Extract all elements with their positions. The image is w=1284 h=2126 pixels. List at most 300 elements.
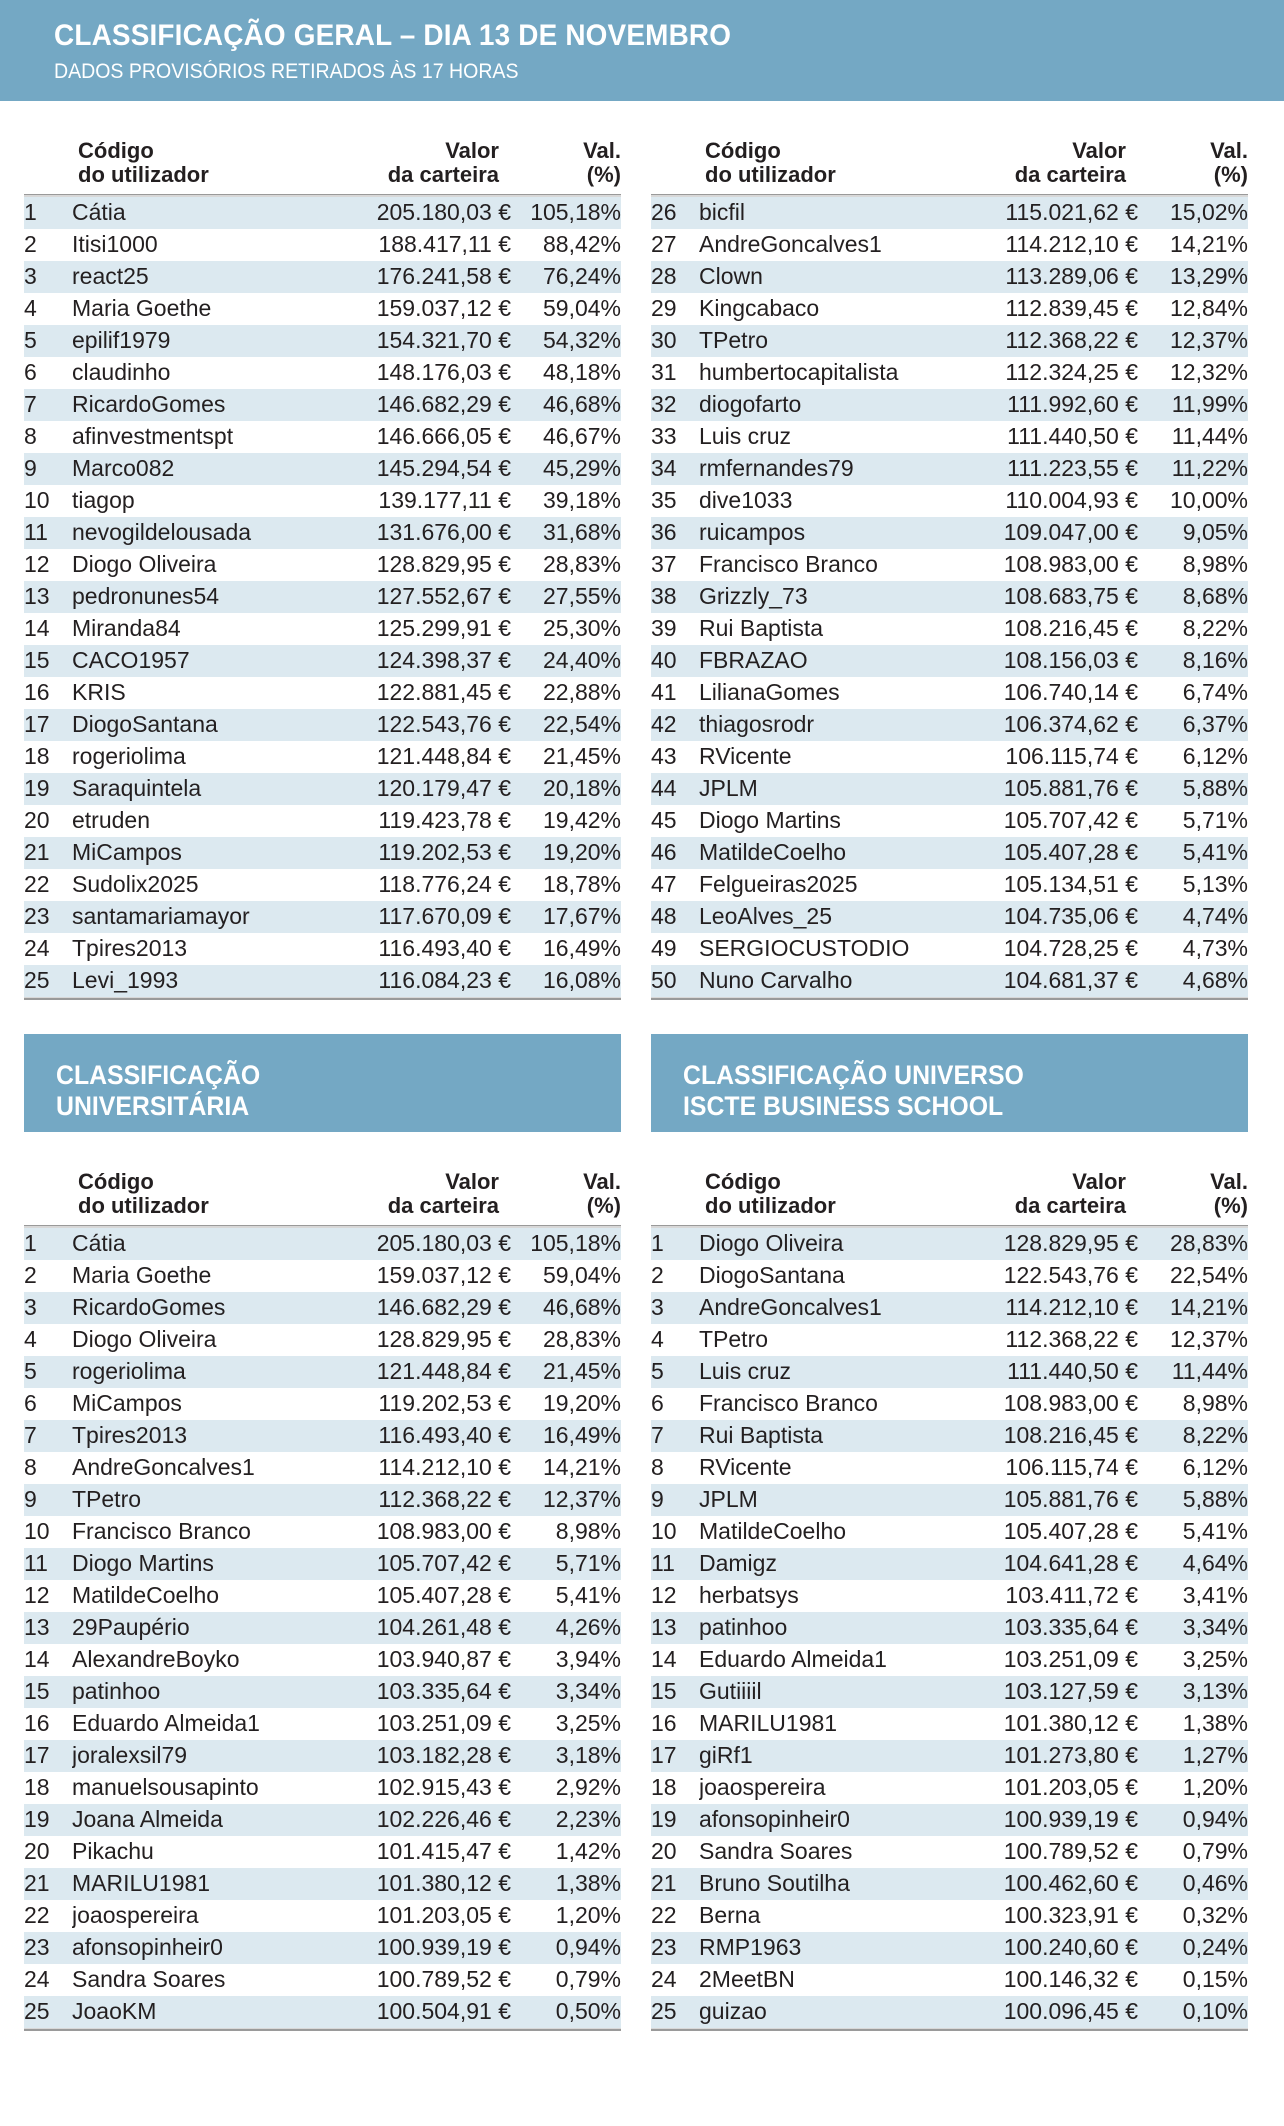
cell-position: 9 (651, 1484, 699, 1516)
cell-percent: 8,98% (1182, 1390, 1248, 1417)
cell-percent: 28,83% (1138, 1228, 1248, 1260)
cell-position: 6 (24, 1390, 37, 1417)
cell-percent: 9,05% (1138, 517, 1248, 549)
cell-portfolio-value: 104.735,06 € (956, 901, 1138, 933)
iscte-block (651, 1132, 1248, 2031)
cell-username: Miranda84 (72, 614, 181, 641)
cell-username: Eduardo Almeida1 (699, 1646, 887, 1673)
cell-position: 40 (651, 645, 699, 677)
col-header-user (72, 1170, 329, 1225)
cell-username: Luis cruz (699, 1356, 956, 1388)
cell-position: 16 (24, 678, 50, 705)
general-ranking-left-table (24, 139, 621, 1000)
cell-percent: 31,68% (511, 517, 621, 549)
cell-percent: 46,67% (542, 422, 621, 449)
cell-portfolio-value: 112.839,45 € (1005, 294, 1138, 321)
table-row (24, 293, 621, 325)
cell-position: 44 (651, 773, 699, 805)
table-row (651, 517, 1248, 549)
cell-percent: 21,45% (511, 1356, 621, 1388)
cell-portfolio-value: 103.127,59 € (956, 1676, 1138, 1708)
cell-percent: 8,68% (1138, 581, 1248, 613)
cell-portfolio-value: 100.939,19 € (956, 1804, 1138, 1836)
cell-portfolio-value: 128.829,95 € (376, 550, 511, 577)
table-row (651, 1388, 1248, 1420)
table-row (651, 1900, 1248, 1932)
cell-portfolio-value: 101.380,12 € (1003, 1710, 1138, 1737)
cell-position: 11 (24, 1548, 72, 1580)
cell-position: 16 (24, 1710, 50, 1737)
col-header-percent-line1: Val. (1210, 1168, 1248, 1194)
cell-position: 12 (24, 550, 50, 577)
cell-percent: 0,94% (511, 1932, 621, 1964)
table-row (651, 549, 1248, 581)
cell-position: 43 (651, 742, 677, 769)
cell-position: 15 (24, 645, 72, 677)
cell-percent: 3,34% (1138, 1612, 1248, 1644)
cell-username: herbatsys (699, 1582, 799, 1609)
cell-username: Diogo Oliveira (72, 1326, 217, 1353)
cell-position: 1 (24, 197, 72, 229)
table-row (651, 1548, 1248, 1580)
cell-portfolio-value: 103.251,09 € (1003, 1646, 1138, 1673)
cell-position: 8 (24, 1454, 37, 1481)
table-row (651, 1612, 1248, 1644)
cell-username: Rui Baptista (699, 1420, 956, 1452)
cell-username: thiagosrodr (699, 709, 956, 741)
table-row (651, 1292, 1248, 1324)
cell-position: 17 (24, 1740, 72, 1772)
cell-portfolio-value: 205.180,03 € (329, 197, 511, 229)
cell-username: Francisco Branco (72, 1518, 251, 1545)
table-row (651, 421, 1248, 453)
cell-percent: 0,46% (1138, 1868, 1248, 1900)
cell-percent: 14,21% (1169, 230, 1248, 257)
cell-position: 18 (24, 1774, 50, 1801)
cell-portfolio-value: 148.176,03 € (376, 358, 511, 385)
header-row (651, 139, 1248, 194)
cell-position: 3 (24, 1292, 72, 1324)
cell-username: AndreGoncalves1 (699, 230, 882, 257)
cell-percent: 5,88% (1138, 773, 1248, 805)
cell-username: rogeriolima (72, 1356, 329, 1388)
table-bottom-rule (24, 2028, 621, 2031)
cell-position: 2 (24, 1262, 37, 1289)
cell-username: RMP1963 (699, 1932, 956, 1964)
col-header-user-line2: do utilizador (78, 162, 209, 188)
cell-percent: 0,15% (1182, 1966, 1248, 1993)
table-row (24, 1676, 621, 1708)
cell-position: 4 (24, 294, 37, 321)
cell-position: 3 (24, 261, 72, 293)
cell-position: 22 (24, 870, 50, 897)
cell-percent: 28,83% (542, 550, 621, 577)
cell-username: Sandra Soares (72, 1966, 226, 1993)
cell-percent: 5,41% (1138, 837, 1248, 869)
cell-percent: 8,22% (1182, 614, 1248, 641)
cell-username: Pikachu (72, 1838, 154, 1865)
cell-percent: 0,32% (1182, 1902, 1248, 1929)
table-row (651, 1260, 1248, 1292)
table-row (24, 261, 621, 293)
cell-username: Sudolix2025 (72, 870, 199, 897)
cell-percent: 59,04% (542, 294, 621, 321)
cell-username: Grizzly_73 (699, 581, 956, 613)
cell-position: 2 (651, 1262, 664, 1289)
cell-username: Marco082 (72, 453, 329, 485)
cell-position: 37 (651, 550, 677, 577)
table-row (24, 357, 621, 389)
cell-percent: 19,42% (542, 806, 621, 833)
table-header (651, 139, 1248, 194)
cell-username: Maria Goethe (72, 1262, 212, 1289)
cell-portfolio-value: 100.789,52 € (1003, 1838, 1138, 1865)
col-header-value-line1: Valor (445, 137, 499, 163)
cell-percent: 2,92% (555, 1774, 621, 1801)
cell-position: 25 (24, 965, 72, 997)
cell-username: Joana Almeida (72, 1804, 329, 1836)
cell-portfolio-value: 122.881,45 € (376, 678, 511, 705)
cell-position: 4 (651, 1326, 664, 1353)
cell-percent: 11,22% (1138, 453, 1248, 485)
cell-username: Eduardo Almeida1 (72, 1710, 260, 1737)
cell-percent: 1,20% (555, 1902, 621, 1929)
cell-username: Francisco Branco (699, 1390, 878, 1417)
cell-percent: 12,32% (1169, 358, 1248, 385)
col-header-value (956, 139, 1138, 194)
table-row (24, 1836, 621, 1868)
table-row (24, 1452, 621, 1484)
col-header-value (329, 1170, 511, 1225)
spacer (651, 101, 1248, 139)
cell-portfolio-value: 101.380,12 € (329, 1868, 511, 1900)
col-header-user-line1: Código (78, 1168, 154, 1194)
cell-position: 17 (24, 709, 72, 741)
cell-portfolio-value: 105.707,42 € (329, 1548, 511, 1580)
table-row (651, 773, 1248, 805)
cell-percent: 0,24% (1138, 1932, 1248, 1964)
cell-percent: 19,20% (542, 1390, 621, 1417)
cell-username: dive1033 (699, 486, 793, 513)
table-row (651, 1676, 1248, 1708)
cell-portfolio-value: 100.240,60 € (956, 1932, 1138, 1964)
table-body (651, 1225, 1248, 2031)
cell-username: TPetro (699, 325, 956, 357)
col-header-percent (511, 1170, 621, 1225)
col-header-percent-line1: Val. (583, 1168, 621, 1194)
table-body (651, 194, 1248, 1000)
cell-portfolio-value: 119.202,53 € (378, 1390, 511, 1417)
cell-position: 11 (24, 517, 72, 549)
cell-portfolio-value: 101.415,47 € (376, 1838, 511, 1865)
cell-username: patinhoo (72, 1676, 329, 1708)
cell-percent: 48,18% (542, 358, 621, 385)
page-title: CLASSIFICAÇÃO GERAL – DIA 13 DE NOVEMBRO (54, 19, 732, 52)
iscte-title-line2: ISCTE BUSINESS SCHOOL (683, 1090, 1004, 1121)
table-row (24, 1260, 621, 1292)
cell-portfolio-value: 105.707,42 € (1003, 806, 1138, 833)
cell-username: guizao (699, 1996, 956, 2028)
col-header-value-line2: da carteira (387, 162, 499, 188)
cell-position: 26 (651, 197, 699, 229)
cell-percent: 11,99% (1138, 389, 1248, 421)
cell-portfolio-value: 101.273,80 € (956, 1740, 1138, 1772)
table-row (651, 1708, 1248, 1740)
cell-portfolio-value: 105.407,28 € (376, 1582, 511, 1609)
cell-portfolio-value: 111.440,50 € (1007, 422, 1138, 449)
cell-percent: 8,98% (555, 1518, 621, 1545)
table-row (24, 485, 621, 517)
cell-position: 21 (24, 1868, 72, 1900)
iscte-banner (651, 1034, 1248, 1132)
cell-username: nevogildelousada (72, 517, 329, 549)
cell-portfolio-value: 100.504,91 € (329, 1996, 511, 2028)
cell-username: MARILU1981 (699, 1710, 838, 1737)
cell-portfolio-value: 119.202,53 € (329, 837, 511, 869)
cell-position: 10 (651, 1518, 677, 1545)
table-row (24, 581, 621, 613)
table-row (24, 453, 621, 485)
cell-percent: 0,94% (1138, 1804, 1248, 1836)
cell-portfolio-value: 108.983,00 € (376, 1518, 511, 1545)
table-header (24, 1170, 621, 1225)
universitaria-banner (24, 1034, 621, 1132)
cell-username: RVicente (699, 1454, 792, 1481)
cell-position: 25 (24, 1996, 72, 2028)
table-row (24, 517, 621, 549)
cell-username: Bruno Soutilha (699, 1868, 956, 1900)
cell-position: 38 (651, 581, 699, 613)
cell-position: 50 (651, 965, 699, 997)
cell-portfolio-value: 105.881,76 € (956, 773, 1138, 805)
cell-position: 10 (24, 486, 50, 513)
cell-percent: 1,42% (555, 1838, 621, 1865)
cell-portfolio-value: 105.407,28 € (956, 837, 1138, 869)
table-row (651, 1964, 1248, 1996)
col-header-user-line1: Código (705, 137, 781, 163)
cell-portfolio-value: 100.096,45 € (956, 1996, 1138, 2028)
header-row (24, 139, 621, 194)
cell-percent: 12,84% (1169, 294, 1248, 321)
cell-portfolio-value: 176.241,58 € (329, 261, 511, 293)
cell-percent: 105,18% (511, 1228, 621, 1260)
table-body (24, 1225, 621, 2031)
table-row (24, 389, 621, 421)
cell-portfolio-value: 105.134,51 € (1003, 870, 1138, 897)
cell-position: 2 (24, 230, 37, 257)
cell-portfolio-value: 106.740,14 € (1003, 678, 1138, 705)
cell-username: Luis cruz (699, 422, 792, 449)
cell-percent: 20,18% (511, 773, 621, 805)
cell-username: humbertocapitalista (699, 358, 899, 385)
table-header (24, 139, 621, 194)
cell-position: 6 (24, 358, 37, 385)
table-row (24, 1548, 621, 1580)
cell-position: 4 (24, 1326, 37, 1353)
cell-portfolio-value: 100.789,52 € (376, 1966, 511, 1993)
cell-portfolio-value: 127.552,67 € (329, 581, 511, 613)
cell-percent: 10,00% (1169, 486, 1248, 513)
cell-position: 36 (651, 517, 699, 549)
cell-username: KRIS (72, 678, 126, 705)
cell-position: 23 (651, 1932, 699, 1964)
cell-percent: 59,04% (542, 1262, 621, 1289)
cell-username: AndreGoncalves1 (699, 1292, 956, 1324)
table-row (24, 1324, 621, 1356)
cell-position: 16 (651, 1710, 677, 1737)
cell-username: JoaoKM (72, 1996, 329, 2028)
cell-position: 13 (24, 1612, 72, 1644)
cell-portfolio-value: 100.146,32 € (1003, 1966, 1138, 1993)
cell-position: 41 (651, 678, 677, 705)
table-row (651, 1516, 1248, 1548)
cell-percent: 28,83% (542, 1326, 621, 1353)
cell-username: AlexandreBoyko (72, 1646, 240, 1673)
cell-portfolio-value: 108.983,00 € (1003, 550, 1138, 577)
cell-username: claudinho (72, 358, 171, 385)
cell-percent: 12,37% (1169, 1326, 1248, 1353)
cell-position: 13 (24, 581, 72, 613)
table-row (651, 1996, 1248, 2028)
cell-position: 19 (651, 1804, 699, 1836)
cell-username: joaospereira (699, 1774, 826, 1801)
table-row (651, 869, 1248, 901)
table-row (651, 645, 1248, 677)
cell-position: 22 (24, 1902, 50, 1929)
cell-percent: 3,25% (1182, 1646, 1248, 1673)
cell-percent: 11,44% (1138, 1356, 1248, 1388)
cell-position: 18 (24, 742, 50, 769)
cell-position: 29 (651, 294, 677, 321)
cell-percent: 5,88% (1138, 1484, 1248, 1516)
table-bottom-rule (651, 2028, 1248, 2031)
cell-percent: 5,41% (555, 1582, 621, 1609)
cell-position: 19 (24, 1804, 72, 1836)
cell-position: 11 (651, 1548, 699, 1580)
cell-username: Nuno Carvalho (699, 965, 956, 997)
header-row (651, 1170, 1248, 1225)
cell-percent: 4,68% (1138, 965, 1248, 997)
col-header-value-line2: da carteira (1014, 162, 1126, 188)
cell-position: 31 (651, 358, 677, 385)
table-body (24, 194, 621, 1000)
cell-portfolio-value: 112.324,25 € (1005, 358, 1138, 385)
cell-portfolio-value: 100.462,60 € (956, 1868, 1138, 1900)
cell-portfolio-value: 101.203,05 € (1003, 1774, 1138, 1801)
cell-percent: 27,55% (511, 581, 621, 613)
table-row (651, 389, 1248, 421)
cell-portfolio-value: 146.666,05 € (376, 422, 511, 449)
cell-position: 13 (651, 1612, 699, 1644)
cell-percent: 3,18% (511, 1740, 621, 1772)
table-row (651, 1772, 1248, 1804)
cell-position: 20 (24, 806, 50, 833)
table-row (651, 1804, 1248, 1836)
cell-username: epilif1979 (72, 325, 329, 357)
cell-position: 39 (651, 614, 677, 641)
table-row (24, 1772, 621, 1804)
main-banner (0, 0, 1284, 101)
cell-portfolio-value: 125.299,91 € (376, 614, 511, 641)
cell-username: JPLM (699, 773, 956, 805)
table-row (24, 837, 621, 869)
cell-percent: 0,79% (1182, 1838, 1248, 1865)
table-row (651, 293, 1248, 325)
cell-username: AndreGoncalves1 (72, 1454, 255, 1481)
col-header-user (699, 139, 956, 194)
table-row (651, 677, 1248, 709)
cell-username: Berna (699, 1902, 761, 1929)
table-row (651, 1836, 1248, 1868)
cell-username: Kingcabaco (699, 294, 820, 321)
cell-portfolio-value: 122.543,76 € (329, 709, 511, 741)
cell-portfolio-value: 102.226,46 € (329, 1804, 511, 1836)
universitaria-table (24, 1170, 621, 2031)
table-row (24, 1740, 621, 1772)
table-row (24, 1868, 621, 1900)
cell-percent: 5,13% (1182, 870, 1248, 897)
cell-portfolio-value: 159.037,12 € (376, 1262, 511, 1289)
cell-portfolio-value: 146.682,29 € (329, 1292, 511, 1324)
cell-percent: 6,37% (1138, 709, 1248, 741)
cell-position: 30 (651, 325, 699, 357)
cell-portfolio-value: 111.440,50 € (956, 1356, 1138, 1388)
cell-percent: 46,68% (511, 389, 621, 421)
table-row (24, 549, 621, 581)
table-row (24, 773, 621, 805)
cell-username: rogeriolima (72, 742, 186, 769)
cell-username: pedronunes54 (72, 581, 329, 613)
cell-position: 15 (24, 1676, 72, 1708)
cell-portfolio-value: 128.829,95 € (376, 1326, 511, 1353)
cell-position: 49 (651, 934, 677, 961)
cell-portfolio-value: 122.543,76 € (1003, 1262, 1138, 1289)
table-row (24, 1484, 621, 1516)
cell-portfolio-value: 116.493,40 € (378, 934, 511, 961)
cell-portfolio-value: 131.676,00 € (329, 517, 511, 549)
cell-position: 1 (24, 1228, 72, 1260)
cell-username: MiCampos (72, 837, 329, 869)
cell-username: ruicampos (699, 517, 956, 549)
cell-portfolio-value: 103.940,87 € (376, 1646, 511, 1673)
cell-position: 5 (24, 325, 72, 357)
cell-percent: 8,22% (1138, 1420, 1248, 1452)
cell-position: 33 (651, 422, 677, 449)
cell-position: 6 (651, 1390, 664, 1417)
cell-percent: 21,45% (542, 742, 621, 769)
iscte-table (651, 1170, 1248, 2031)
table-row (651, 1580, 1248, 1612)
cell-username: Diogo Oliveira (699, 1228, 956, 1260)
col-header-position (24, 1170, 72, 1225)
cell-portfolio-value: 103.335,64 € (956, 1612, 1138, 1644)
cell-portfolio-value: 103.182,28 € (329, 1740, 511, 1772)
col-header-value (329, 139, 511, 194)
cell-portfolio-value: 108.983,00 € (1003, 1390, 1138, 1417)
cell-portfolio-value: 108.683,75 € (956, 581, 1138, 613)
cell-percent: 3,34% (511, 1676, 621, 1708)
cell-portfolio-value: 108.216,45 € (1003, 614, 1138, 641)
col-header-user (699, 1170, 956, 1225)
table-row (651, 933, 1248, 965)
cell-portfolio-value: 145.294,54 € (329, 453, 511, 485)
col-header-user (72, 139, 329, 194)
cell-percent: 12,37% (1138, 325, 1248, 357)
cell-username: joaospereira (72, 1902, 199, 1929)
cell-percent: 0,50% (511, 1996, 621, 2028)
table-row (651, 1452, 1248, 1484)
cell-username: LilianaGomes (699, 678, 840, 705)
